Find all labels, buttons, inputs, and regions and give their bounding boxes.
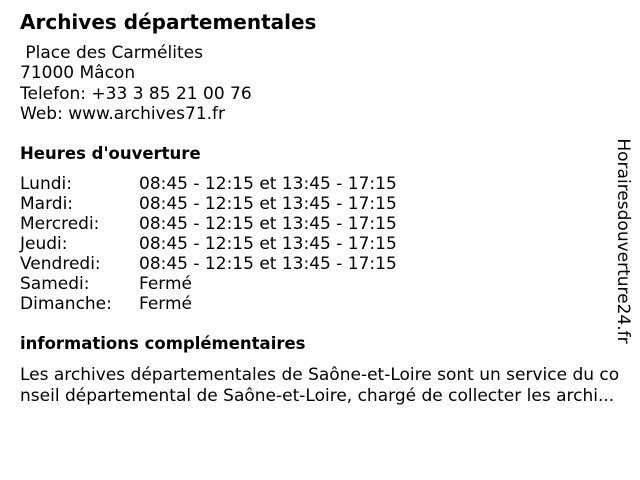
site-watermark-label: Horairesdouverture24.fr — [613, 138, 633, 344]
day-label: Jeudi: — [20, 234, 68, 254]
day-label: Samedi: — [20, 274, 90, 294]
info-heading: informations complémentaires — [20, 334, 306, 353]
day-label: Dimanche: — [20, 294, 112, 314]
day-label: Vendredi: — [20, 254, 101, 274]
opening-time: Fermé — [139, 294, 193, 314]
day-label: Mercredi: — [20, 214, 100, 234]
hours-heading: Heures d'ouverture — [20, 144, 201, 163]
opening-time: 08:45 - 12:15 et 13:45 - 17:15 — [139, 174, 397, 194]
phone-number: Telefon: +33 3 85 21 00 76 — [20, 84, 252, 104]
day-label: Lundi: — [20, 174, 72, 194]
website-link[interactable]: Web: www.archives71.fr — [20, 104, 226, 124]
info-line: Les archives départementales de Saône-et-Loire sont un service du co — [20, 365, 620, 385]
info-line: nseil départemental de Saône-et-Loire, chargé de collecter les archi... — [20, 386, 615, 406]
opening-time: Fermé — [139, 274, 193, 294]
place-title: Archives départementales — [20, 10, 317, 34]
street-address: Place des Carmélites — [20, 43, 203, 63]
postal-city: 71000 Mâcon — [20, 63, 136, 83]
opening-time: 08:45 - 12:15 et 13:45 - 17:15 — [139, 194, 397, 214]
opening-time: 08:45 - 12:15 et 13:45 - 17:15 — [139, 254, 397, 274]
info-description — [20, 365, 630, 407]
opening-time: 08:45 - 12:15 et 13:45 - 17:15 — [139, 214, 397, 234]
day-label: Mardi: — [20, 194, 74, 214]
opening-time: 08:45 - 12:15 et 13:45 - 17:15 — [139, 234, 397, 254]
